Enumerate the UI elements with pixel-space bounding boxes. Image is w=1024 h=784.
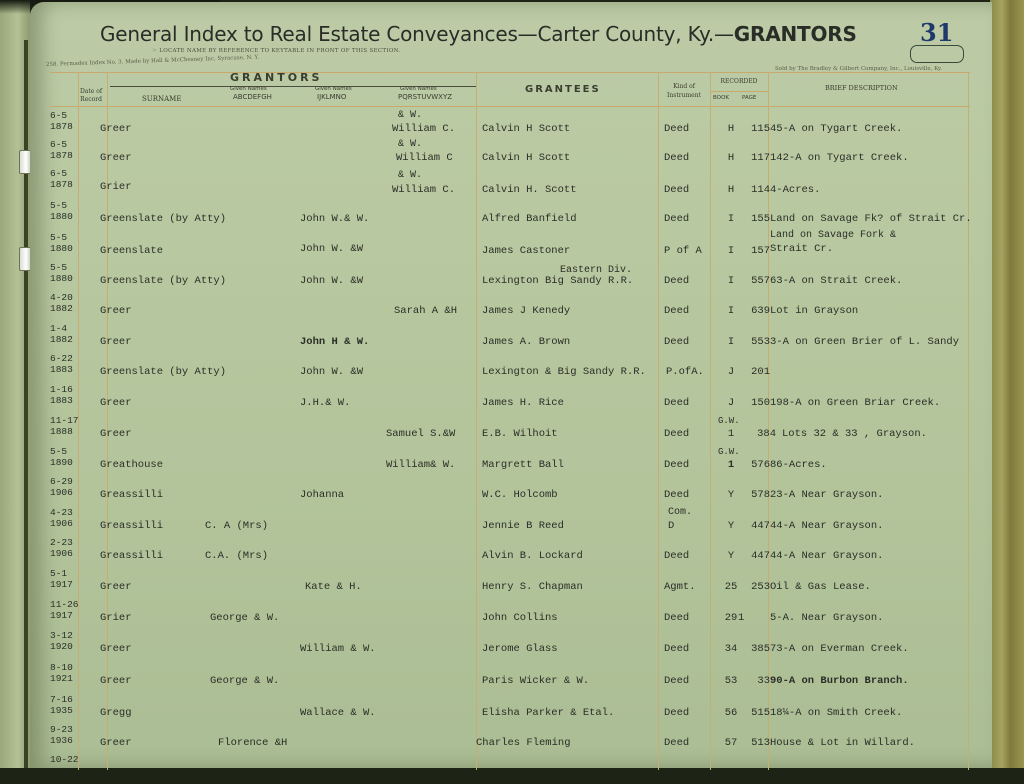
given-name-cell: Wallace & W. <box>300 707 376 719</box>
instrument-cell: Deed <box>664 305 690 317</box>
given-note: & W. <box>398 110 423 121</box>
instruction-text: ☞ LOCATE NAME BY REFERENCE TO KEYTABLE IN FRONT OF THIS SECTION. <box>152 48 401 54</box>
surname-cell: Grier <box>100 181 132 193</box>
book-cell: J <box>727 366 735 378</box>
given-name-cell: C. A (Mrs) <box>205 520 269 532</box>
given-name-cell: William & W. <box>300 643 376 655</box>
date-cell: 1-16 1883 <box>50 384 73 406</box>
header-top-rule <box>50 72 970 73</box>
description-cell: 23-A Near Grayson. <box>770 489 884 501</box>
page-cell: 557 <box>751 275 770 287</box>
grantee-cell: Alfred Banfield <box>482 213 577 225</box>
header-recorded: RECORDED <box>720 78 758 85</box>
page-cell: 384 <box>757 428 776 440</box>
instrument-cell: Deed <box>664 428 690 440</box>
table-row <box>30 415 992 445</box>
surname-cell: Greer <box>100 123 132 135</box>
date-cell: 11-17 1888 <box>50 415 79 437</box>
surname-cell: Greer <box>100 428 132 440</box>
surname-cell: Greer <box>100 336 132 348</box>
given-name-cell: J.H.& W. <box>300 397 351 409</box>
date-cell: 4-20 1882 <box>50 292 73 314</box>
table-row <box>30 754 992 784</box>
description-cell: 44-A Near Grayson. <box>770 550 884 562</box>
header-given-label: Given Names <box>315 86 352 92</box>
page-stack-edge <box>990 0 1024 768</box>
date-cell: 7-16 1935 <box>50 694 73 716</box>
description-cell: 73-A on Everman Creek. <box>770 643 909 655</box>
description-cell: 90-A on Burbon Branch. <box>770 675 909 687</box>
table-row <box>30 200 992 230</box>
description-cell: 4-Acres. <box>770 184 821 196</box>
grantee-cell: Jerome Glass <box>482 643 558 655</box>
book-cell: I <box>727 213 735 225</box>
instrument-cell: Deed <box>664 152 690 164</box>
description-cell: House & Lot in Willard. <box>770 737 915 749</box>
surname-cell: Greathouse <box>100 459 164 471</box>
date-cell: 1-4 1882 <box>50 323 73 345</box>
surname-cell: Greer <box>100 397 132 409</box>
given-name-cell: John W.& W. <box>300 213 370 225</box>
grantee-cell: Calvin H Scott <box>482 152 571 164</box>
date-cell: 11-26 1917 <box>50 599 79 621</box>
page-cell: 201 <box>751 366 770 378</box>
given-name-cell: Florence &H <box>218 737 288 749</box>
instrument-cell: P.ofA. <box>666 366 704 378</box>
page-cell: 578 <box>751 489 770 501</box>
book-cell: I <box>727 336 735 348</box>
page-number-box <box>910 45 964 63</box>
page-cell: 114 <box>751 184 770 196</box>
table-row <box>30 476 992 506</box>
description-cell: 86-Acres. <box>770 459 827 471</box>
book-cell: 57 <box>724 737 738 749</box>
book-cell: Y <box>727 489 735 501</box>
book-cell: 25 <box>724 581 738 593</box>
instrument-cell: Deed <box>664 612 690 624</box>
date-cell: 5-5 1880 <box>50 200 73 222</box>
grantee-cell: James Castoner <box>482 245 571 257</box>
instrument-cell: Deed <box>664 707 690 719</box>
page-cell: 155 <box>751 213 770 225</box>
instrument-cell: Deed <box>664 275 690 287</box>
instrument-note: Com. <box>668 507 693 518</box>
header-given-1: ABCDEFGH <box>233 93 272 101</box>
table-row <box>30 384 992 414</box>
table-row <box>30 139 992 169</box>
page-cell: 553 <box>751 336 770 348</box>
header-kind-of-instrument: Kind of Instrument <box>667 83 701 99</box>
page-cell: 253 <box>751 581 770 593</box>
description-cell: Lots 32 & 33 , Grayson. <box>782 428 927 440</box>
book-cell: I <box>727 275 735 287</box>
given-name-cell: George & W. <box>210 612 280 624</box>
book-cell: Y <box>727 520 735 532</box>
date-cell: 6-5 1878 <box>50 110 73 132</box>
date-cell: 8-10 1921 <box>50 662 73 684</box>
given-name-cell: William& W. <box>386 459 456 471</box>
date-cell: 5-1 1917 <box>50 568 73 590</box>
table-row <box>30 694 992 724</box>
surname-cell: Greassilli <box>100 520 164 532</box>
page-cell: 639 <box>751 305 770 317</box>
header-given-3: PQRSTUVWXYZ <box>398 93 453 101</box>
given-name-cell: Kate & H. <box>305 581 362 593</box>
instrument-cell: Deed <box>664 336 690 348</box>
description-cell: Lot in Grayson <box>770 305 859 317</box>
book-cell: 53 <box>724 675 738 687</box>
given-name-cell: Sarah A &H <box>394 305 458 317</box>
grantee-cell: Charles Fleming <box>476 737 571 749</box>
surname-cell: Greenslate (by Atty) <box>100 275 227 287</box>
given-note: & W. <box>398 139 423 150</box>
surname-cell: Greenslate (by Atty) <box>100 366 227 378</box>
given-note: & W. <box>398 170 423 181</box>
grantee-cell: Lexington Big Sandy R.R. <box>482 275 634 287</box>
instrument-cell: D <box>668 520 675 532</box>
given-name-cell: William C. <box>392 123 456 135</box>
table-row <box>30 232 992 262</box>
book-cell: 56 <box>724 707 738 719</box>
header-grantees: GRANTEES <box>525 84 601 95</box>
surname-cell: Greassilli <box>100 550 164 562</box>
grantee-cell: James A. Brown <box>482 336 571 348</box>
page-cell: 447 <box>751 550 770 562</box>
header-grantors: GRANTORS <box>230 71 323 84</box>
description-cell: 63-A on Strait Creek. <box>770 275 903 287</box>
description-cell: 45-A on Tygart Creek. <box>770 123 903 135</box>
page-cell: 115 <box>751 123 770 135</box>
recorded-underline <box>710 91 768 92</box>
table-row <box>30 599 992 629</box>
instrument-cell: Deed <box>664 643 690 655</box>
given-name-cell: Johanna <box>300 489 345 501</box>
given-name-cell: George & W. <box>210 675 280 687</box>
instrument-cell: P of A <box>664 245 702 257</box>
date-cell: 3-12 1920 <box>50 630 73 652</box>
date-cell: 6-22 1883 <box>50 353 73 375</box>
description-cell: 198-A on Green Briar Creek. <box>770 397 941 409</box>
surname-cell: Greenslate <box>100 245 164 257</box>
given-name-cell: Samuel S.&W <box>386 428 456 440</box>
grantee-note: Eastern Div. <box>560 265 633 276</box>
table-row <box>30 630 992 660</box>
table-row <box>30 353 992 383</box>
grantee-cell: Margrett Ball <box>482 459 564 471</box>
date-cell: 9-23 1936 <box>50 724 73 746</box>
instrument-cell: Deed <box>664 397 690 409</box>
date-cell: 6-5 1878 <box>50 168 73 190</box>
book-cell: I <box>727 245 735 257</box>
grantee-cell: Jennie B Reed <box>482 520 564 532</box>
header-given-2: IJKLMNO <box>317 93 347 101</box>
date-cell: 10-22 <box>50 754 79 765</box>
grantee-cell: John Collins <box>482 612 558 624</box>
publisher-right: Sold by The Bradley & Gilbert Company, Inc., Louisville, Ky. <box>775 66 943 72</box>
surname-cell: Grier <box>100 612 132 624</box>
page-cell: 576 <box>751 459 770 471</box>
table-row <box>30 323 992 353</box>
given-name-cell: John H & W. <box>300 336 370 348</box>
grantee-cell: Paris Wicker & W. <box>482 675 590 687</box>
instrument-cell: Deed <box>664 213 690 225</box>
instrument-cell: Agmt. <box>664 581 696 593</box>
grantee-cell: Calvin H Scott <box>482 123 571 135</box>
book-cell: J <box>727 397 735 409</box>
grantee-cell: Alvin B. Lockard <box>482 550 583 562</box>
table-row <box>30 110 992 140</box>
surname-cell: Greer <box>100 643 132 655</box>
description-note: Land on Savage Fork & <box>770 230 897 241</box>
grantee-cell: Henry S. Chapman <box>482 581 583 593</box>
date-cell: 6-29 1906 <box>50 476 73 498</box>
instrument-cell: Deed <box>664 550 690 562</box>
surname-cell: Greer <box>100 305 132 317</box>
header-date-of-record: Date of Record <box>80 88 103 103</box>
date-cell: 5-5 1890 <box>50 446 73 468</box>
grantee-cell: Calvin H. Scott <box>482 184 577 196</box>
ledger-page <box>30 2 992 768</box>
given-name-cell: William C <box>396 152 453 164</box>
book-cell: 1 <box>727 459 735 471</box>
given-name-cell: William C. <box>392 184 456 196</box>
surname-cell: Greassilli <box>100 489 164 501</box>
page-cell: 117 <box>751 152 770 164</box>
given-name-cell: John W. &W <box>300 366 364 378</box>
surname-cell: Gregg <box>100 707 132 719</box>
title-main: General Index to Real Estate Conveyances—Carter County, Ky.— <box>100 22 734 46</box>
table-row <box>30 262 992 292</box>
description-cell: 142-A on Tygart Creek. <box>770 152 909 164</box>
book-cell: Y <box>727 550 735 562</box>
book-cell: H <box>727 152 735 164</box>
given-name-cell: John W. &W <box>300 275 364 287</box>
book-cell: I <box>727 305 735 317</box>
header-bottom-rule <box>50 106 970 107</box>
page-cell: 385 <box>751 643 770 655</box>
page-cell: 150 <box>751 397 770 409</box>
instrument-cell: Deed <box>664 459 690 471</box>
description-cell: 18¼-A on Smith Creek. <box>770 707 903 719</box>
date-cell: 2-23 1906 <box>50 537 73 559</box>
surname-cell: Greer <box>100 737 132 749</box>
book-cell: 1 <box>727 428 735 440</box>
description-cell: 3-A on Green Brier of L. Sandy <box>770 336 960 348</box>
table-row <box>30 446 992 476</box>
grantee-cell: Elisha Parker & Etal. <box>482 707 615 719</box>
given-name-cell: John W. &W <box>300 243 364 255</box>
description-cell: 44-A Near Grayson. <box>770 520 884 532</box>
instrument-cell: Deed <box>664 675 690 687</box>
date-cell: 5-5 1880 <box>50 232 73 254</box>
description-cell: 5-A. Near Grayson. <box>770 612 884 624</box>
grantee-cell: James J Kenedy <box>482 305 571 317</box>
page-cell: 447 <box>751 520 770 532</box>
page-number: 31 <box>920 18 954 47</box>
surname-cell: Greer <box>100 152 132 164</box>
page-cell: 33 <box>757 675 770 687</box>
table-row <box>30 507 992 537</box>
instrument-cell: Deed <box>664 123 690 135</box>
page-cell: 513 <box>751 737 770 749</box>
table-row <box>30 568 992 598</box>
page-cell: 515 <box>751 707 770 719</box>
date-cell: 6-5 1878 <box>50 139 73 161</box>
book-cell: H <box>727 184 735 196</box>
book-cell: H <box>727 123 735 135</box>
surname-cell: Greenslate (by Atty) <box>100 213 227 225</box>
page-cell: 157 <box>751 245 770 257</box>
header-book: BOOK <box>713 95 729 101</box>
description-cell: Land on Savage Fk? of Strait Cr. <box>770 213 972 225</box>
book-note: G.W. <box>718 416 740 426</box>
description-cell: Strait Cr. <box>770 243 834 255</box>
grantee-cell: Lexington & Big Sandy R.R. <box>482 366 646 378</box>
instrument-cell: Deed <box>664 489 690 501</box>
header-given-label: Given Names <box>400 86 437 92</box>
instrument-cell: Deed <box>664 184 690 196</box>
date-cell: 5-5 1880 <box>50 262 73 284</box>
grantee-cell: W.C. Holcomb <box>482 489 558 501</box>
surname-cell: Greer <box>100 581 132 593</box>
description-cell: Oil & Gas Lease. <box>770 581 871 593</box>
surname-cell: Greer <box>100 675 132 687</box>
table-row <box>30 724 992 754</box>
table-row <box>30 168 992 198</box>
table-row <box>30 662 992 692</box>
grantee-cell: E.B. Wilhoit <box>482 428 558 440</box>
book-cell: 34 <box>724 643 738 655</box>
book-cell: 29 <box>724 612 738 624</box>
header-surname: SURNAME <box>142 95 182 103</box>
grantee-cell: James H. Rice <box>482 397 564 409</box>
book-note: G.W. <box>718 447 740 457</box>
publisher-left: 258. Permadex Index No. 3. Made by Hall & McChesney Inc, Syracuse, N. Y. <box>45 54 260 68</box>
header-brief-description: BRIEF DESCRIPTION <box>825 84 898 92</box>
page-title <box>100 22 940 46</box>
table-row <box>30 292 992 322</box>
given-name-cell: C.A. (Mrs) <box>205 550 269 562</box>
table-row <box>30 537 992 567</box>
date-cell: 4-23 1906 <box>50 507 73 529</box>
header-page: PAGE <box>742 95 757 101</box>
instrument-cell: Deed <box>664 737 690 749</box>
header-given-label: Given Names <box>230 86 267 92</box>
page-cell: 1 <box>738 612 745 624</box>
title-section: GRANTORS <box>733 22 857 46</box>
